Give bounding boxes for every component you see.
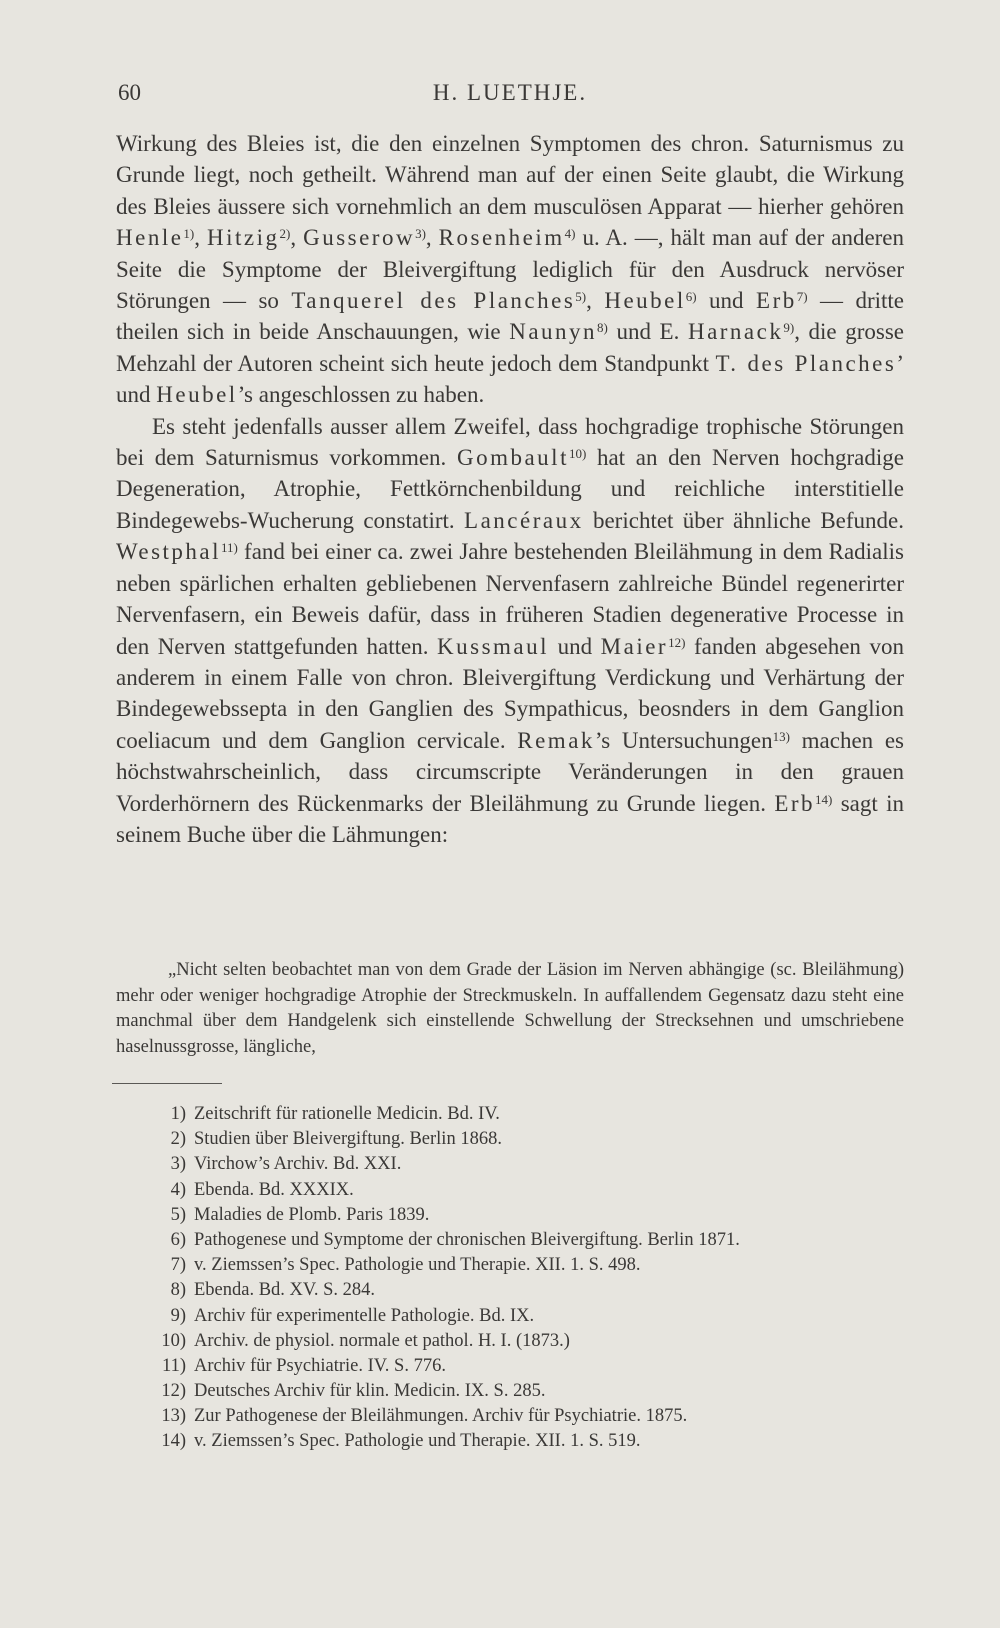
footnote-number: 4): [170, 1179, 186, 1200]
footnote-text: Virchow’s Archiv. Bd. XXI.: [194, 1154, 402, 1175]
footnote-ref: 9): [783, 320, 795, 336]
footnote-divider: [112, 1083, 222, 1084]
footnote: [150, 1379, 910, 1404]
page-number: 60: [118, 80, 141, 105]
text-span: fand bei einer ca. zwei Jahre bestehenden Bleilähmung in dem Radialis neben spärlichen erhalten gebliebenen Nervenfasern zahlreiche Bündel regenerirter Nervenfasern, ein Beweis dafür, dass in früheren Stadien degenerative Processe in den Nerven stattgefunden hatten.: [116, 539, 904, 659]
footnote-text: v. Ziemssen’s Spec. Pathologie und Therapie. XII. 1. S. 498.: [194, 1255, 641, 1276]
footnote: [150, 1278, 910, 1303]
author-name: Westphal: [116, 539, 222, 565]
author-name: Erb: [774, 790, 816, 816]
footnote-number: 12): [161, 1381, 186, 1402]
footnote-ref: 14): [815, 791, 833, 807]
author-name: Heubel: [604, 288, 686, 314]
text-span: ,: [586, 288, 605, 314]
footnote-ref: 5): [575, 289, 587, 305]
footnote: [150, 1429, 910, 1454]
footnote-ref: 6): [685, 289, 697, 305]
footnote-text: Maladies de Plomb. Paris 1839.: [194, 1204, 430, 1225]
footnote: [150, 1404, 910, 1429]
text-span: berichtet über ähnliche Befunde.: [583, 507, 904, 533]
footnotes: [150, 1102, 910, 1455]
footnote: [150, 1102, 910, 1127]
text-span: ,: [290, 225, 304, 251]
author-name: Kussmaul: [437, 633, 550, 659]
text-span: — dritte theilen sich in beide Anschauungen, wie: [116, 288, 905, 345]
footnote: [150, 1253, 910, 1278]
author-name: Rosenheim: [438, 225, 565, 251]
footnote-number: 13): [161, 1406, 186, 1427]
footnote-text: Deutsches Archiv für klin. Medicin. IX. S. 285.: [194, 1381, 546, 1402]
author-name: Lancéraux: [464, 507, 584, 533]
author-name: Gusserow: [303, 225, 416, 251]
footnote: [150, 1152, 910, 1177]
paragraph-1: [116, 128, 904, 411]
footnote-ref: 12): [668, 634, 686, 650]
footnote: [150, 1127, 910, 1152]
footnote-number: 10): [161, 1330, 186, 1351]
text-span: ,: [425, 225, 439, 251]
footnote-text: Archiv für experimentelle Pathologie. Bd. IX.: [194, 1305, 535, 1326]
footnote-text: Archiv. de physiol. normale et pathol. H. I. (1873.): [194, 1330, 570, 1351]
footnote-ref: 4): [564, 226, 576, 242]
footnote: [150, 1178, 910, 1203]
text-span: ’s angeschlossen zu haben.: [237, 382, 485, 408]
footnote: [150, 1203, 910, 1228]
running-title: H. LUETHJE.: [432, 80, 588, 105]
footnote: [150, 1329, 910, 1354]
text-span: Es steht jedenfalls ausser allem Zweifel, dass hochgradige trophische Störungen bei dem Saturnismus vorkommen.: [116, 413, 904, 471]
author-name: Harnack: [687, 319, 784, 345]
footnote-text: Pathogenese und Symptome der chronischen Bleivergiftung. Berlin 1871.: [194, 1229, 740, 1250]
footnote-text: v. Ziemssen’s Spec. Pathologie und Therapie. XII. 1. S. 519.: [194, 1431, 641, 1452]
quote-text: „Nicht selten beobachtet man von dem Grade der Läsion im Nerven abhängige (sc. Bleilähmung) mehr oder weniger hochgradige Atrophie der Streckmuskeln. In auffallendem Gegensatz dazu steht eine manchmal über dem Handgelenk sich einstellende Schwellung der Strecksehnen und umschriebene haselnussgrosse, längliche,: [116, 960, 904, 1057]
author-name: Henle: [116, 225, 184, 251]
author-name: Maier: [600, 633, 669, 659]
footnote-ref: 13): [772, 728, 790, 744]
footnote: [150, 1228, 910, 1253]
footnote-number: 1): [170, 1104, 186, 1124]
footnote-number: 11): [162, 1355, 186, 1376]
footnote-number: 3): [170, 1154, 186, 1175]
footnote-ref: 8): [597, 320, 608, 336]
text-span: und E.: [607, 319, 688, 345]
text-span: hat an den Nerven hochgradige Degeneration, Atrophie, Fettkörnchenbildung und reichliche interstitielle Bindegewebs-Wucherung constatirt.: [116, 445, 904, 533]
block-quote: [116, 958, 904, 1060]
footnote-number: 14): [161, 1431, 186, 1452]
author-name: Remak: [517, 727, 595, 753]
footnote-number: 6): [170, 1229, 186, 1250]
footnote: [150, 1354, 910, 1379]
footnote-ref: 1): [183, 226, 195, 242]
footnote-text: Zur Pathogenese der Bleilähmungen. Archiv für Psychiatrie. 1875.: [194, 1406, 688, 1427]
page-header: [118, 80, 902, 110]
author-name: T. des Planches: [715, 350, 897, 376]
footnote-number: 9): [170, 1305, 186, 1326]
text-span: , die grosse Mehzahl der Autoren scheint sich heute jedoch dem Standpunkt: [116, 319, 904, 376]
footnote-ref: 7): [796, 289, 808, 305]
author-name: Hitzig: [207, 225, 280, 251]
text-span: machen es höchstwahrscheinlich, dass circumscripte Veränderungen in den grauen Vorderhörnern des Rückenmarks der Bleilähmung zu Grunde liegen.: [116, 727, 904, 816]
text-span: Wirkung des Bleies ist, die den einzelnen Symptomen des chron. Saturnismus zu Grunde liegt, noch getheilt. Während man auf der einen Seite glaubt, die Wirkung des Bleies äussere sich vornehmlich an dem musculösen Apparat — hierher gehören: [116, 131, 904, 219]
footnote-number: 5): [170, 1204, 186, 1225]
footnote-ref: 2): [279, 226, 291, 242]
text-span: und: [549, 633, 601, 659]
footnote-ref: 10): [568, 446, 587, 462]
text-span: ’ und: [116, 350, 905, 408]
author-name: Tanquerel des Planches: [291, 288, 576, 314]
text-span: u. A. —, hält man auf der anderen Seite die Symptome der Bleivergiftung lediglich für den Ausdruck nervöser Störungen — so: [116, 225, 905, 314]
footnote-text: Archiv für Psychiatrie. IV. S. 776.: [194, 1355, 446, 1376]
author-name: Gombault: [456, 445, 569, 471]
footnote-number: 2): [170, 1129, 186, 1150]
text-span: ’s Untersuchungen: [594, 727, 773, 753]
footnote-ref: 3): [415, 226, 426, 242]
author-name: Erb: [756, 288, 797, 314]
footnote-text: Ebenda. Bd. XV. S. 284.: [194, 1280, 376, 1301]
footnote-text: Ebenda. Bd. XXXIX.: [194, 1179, 354, 1200]
paragraph-2: [116, 411, 904, 851]
footnote-number: 8): [170, 1280, 186, 1301]
body-text: [116, 128, 904, 850]
author-name: Heubel: [156, 382, 238, 408]
footnote-number: 7): [170, 1255, 186, 1276]
footnote-ref: 11): [221, 540, 238, 556]
footnote-text: Studien über Bleivergiftung. Berlin 1868.: [194, 1129, 502, 1150]
text-span: sagt in seinem Buche über die Lähmungen:: [116, 790, 904, 847]
footnote-text: Zeitschrift für rationelle Medicin. Bd. IV.: [194, 1104, 500, 1124]
text-span: und: [696, 288, 757, 314]
author-name: Naunyn: [509, 319, 598, 345]
footnote: [150, 1304, 910, 1329]
text-span: ,: [194, 225, 207, 251]
text-span: fanden abgesehen von anderem in einem Falle von chron. Bleivergiftung Verdickung und Verhärtung der Bindegewebssepta in den Ganglien des Sympathicus, beosnders in dem Ganglion coeliacum und dem Ganglion cervicale.: [116, 633, 905, 753]
